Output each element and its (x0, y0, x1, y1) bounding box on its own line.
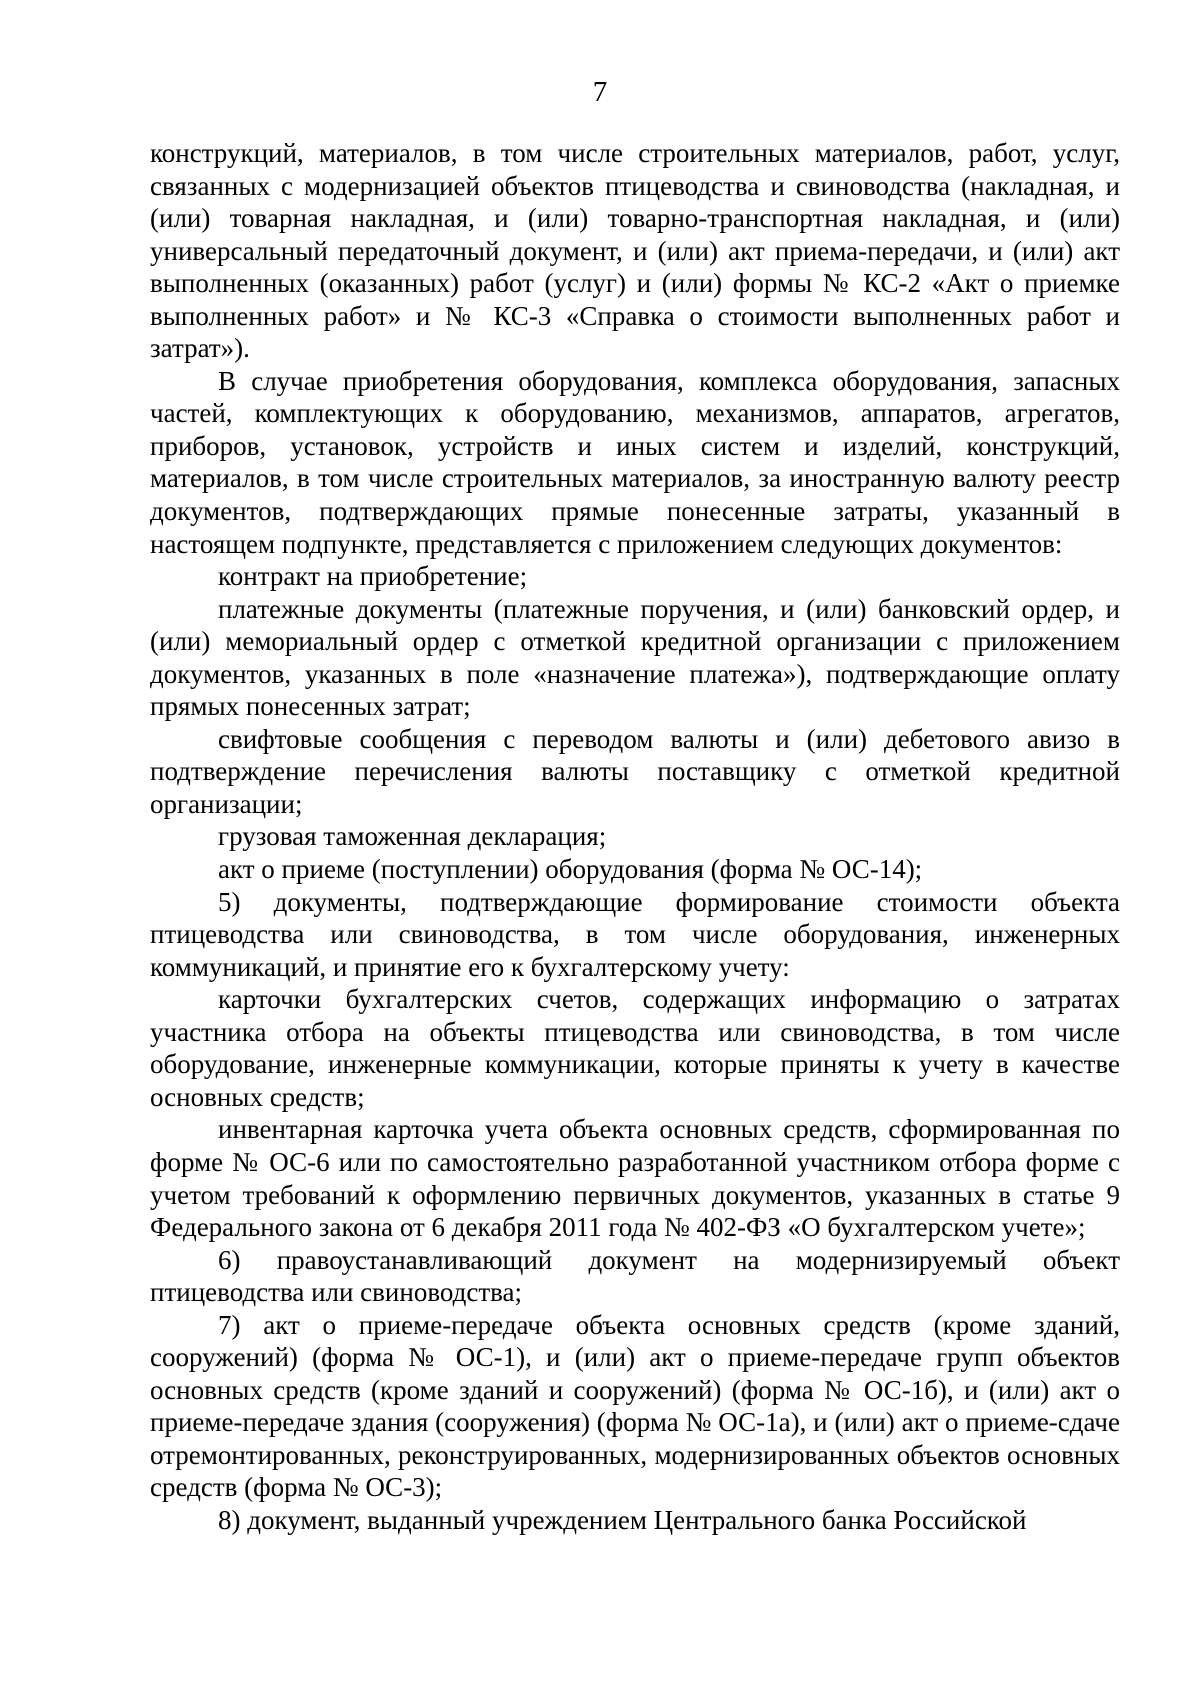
paragraph-inventory-card: инвентарная карточка учета объекта основных средств, сформированная по форме № ОС-6 или по самостоятельно разработанной участником отбора форме с учетом требований к оформлению первичных документов, указанных в статье 9 Федерального закона от 6 декабря 2011 года № 402-ФЗ «О бухгалтерском учете»; (150, 1114, 1120, 1243)
paragraph-payment-documents: платежные документы (платежные поручения, и (или) банковский ордер, и (или) мемориальный ордер с отметкой кредитной организации с приложением документов, указанных в поле «назначение платежа»), подтверждающие оплату прямых понесенных затрат; (150, 593, 1120, 722)
paragraph-account-cards: карточки бухгалтерских счетов, содержащих информацию о затратах участника отбора на объекты птицеводства или свиноводства, в том числе оборудование, инженерные коммуникации, которые приняты к учету в качестве основных средств; (150, 984, 1120, 1112)
paragraph-contract: контракт на приобретение; (218, 561, 528, 592)
paragraph-acceptance-act: акт о приеме (поступлении) оборудования (форма № ОС-14); (218, 854, 923, 885)
page-number: 7 (592, 76, 608, 108)
paragraph-swift-messages: свифтовые сообщения с переводом валюты и (или) дебетового авизо в подтверждение перечисления валюты поставщику с отметкой кредитной организации; (150, 723, 1120, 819)
paragraph-foreign-currency: В случае приобретения оборудования, комплекса оборудования, запасных частей, комплектующих к оборудованию, механизмов, аппаратов, агрегатов, приборов, установок, устройств и иных систем и изделий, конструкций, материалов, в том числе строительных материалов, за иностранную валюту реестр документов, подтверждающих прямые понесенные затраты, указанный в настоящем подпункте, представляется с приложением следующих документов: (150, 365, 1120, 559)
paragraph-customs-declaration: грузовая таможенная декларация; (218, 821, 607, 852)
document-body (150, 137, 1120, 1537)
paragraph-item-7: 7) акт о приеме-передаче объекта основных средств (кроме зданий, сооружений) (форма № ОС-1), и (или) акт о приеме-передаче групп объектов основных средств (кроме зданий и сооружений) (форма № ОС-1б), и (или) акт о приеме-передаче здания (сооружения) (форма № ОС-1а), и (или) акт о приеме-сдаче отремонтированных, реконструированных, модернизированных объектов основных средств (форма № ОС-3); (150, 1309, 1120, 1503)
paragraph-item-5: 5) документы, подтверждающие формирование стоимости объекта птицеводства или свиноводства, в том числе оборудования, инженерных коммуникаций, и принятие его к бухгалтерскому учету: (150, 886, 1120, 982)
paragraph-item-6: 6) правоустанавливающий документ на модернизируемый объект птицеводства или свиноводства; (150, 1244, 1120, 1308)
paragraph-continued-list: конструкций, материалов, в том числе строительных материалов, работ, услуг, связанных с модернизацией объектов птицеводства и свиноводства (накладная, и (или) товарная накладная, и (или) товарно-транспортная накладная, и (или) универсальный передаточный документ, и (или) акт приема-передачи, и (или) акт выполненных (оказанных) работ (услуг) и (или) формы № КС-2 «Акт о приемке выполненных работ» и № КС-3 «Справка о стоимости выполненных работ и затрат»). (150, 138, 1120, 364)
paragraph-item-8: 8) документ, выданный учреждением Центрального банка Российской (218, 1504, 1027, 1535)
